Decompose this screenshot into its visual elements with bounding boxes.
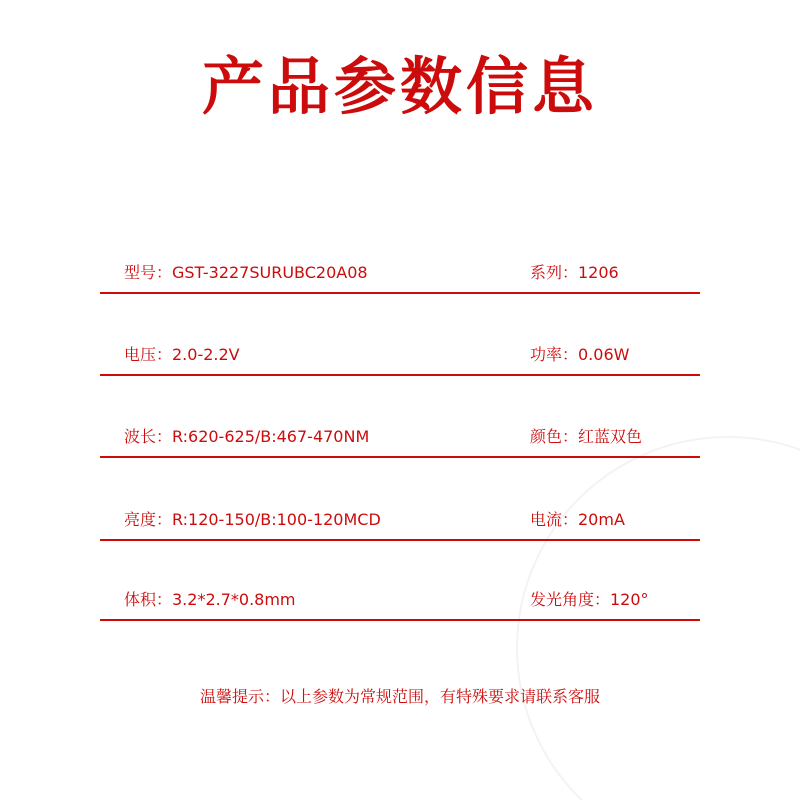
decorative-arc	[516, 436, 800, 800]
param-model: 型号：GST-3227SURUBC20A08	[124, 263, 368, 282]
param-angle: 发光角度：120°	[530, 590, 649, 609]
row-divider	[100, 539, 700, 541]
warm-tip: 温馨提示：以上参数为常规范围，有特殊要求请联系客服	[199, 687, 600, 706]
param-color: 颜色：红蓝双色	[530, 427, 643, 446]
param-current: 电流：20mA	[530, 510, 625, 529]
param-row-voltage	[100, 342, 700, 368]
param-row-model	[100, 260, 700, 286]
row-divider	[100, 619, 700, 621]
page-title: 产品参数信息	[201, 50, 598, 123]
row-divider	[100, 456, 700, 458]
row-divider	[100, 374, 700, 376]
row-divider	[100, 292, 700, 294]
param-wavelength: 波长：R:620-625/B:467-470NM	[124, 427, 370, 446]
param-power: 功率：0.06W	[530, 345, 630, 364]
param-series: 系列：1206	[530, 263, 619, 282]
param-row-size	[100, 587, 700, 613]
param-row-wavelength	[100, 424, 700, 450]
param-brightness: 亮度：R:120-150/B:100-120MCD	[124, 510, 381, 529]
param-row-brightness	[100, 507, 700, 533]
param-voltage: 电压：2.0-2.2V	[124, 345, 240, 364]
param-size: 体积：3.2*2.7*0.8mm	[124, 590, 296, 609]
